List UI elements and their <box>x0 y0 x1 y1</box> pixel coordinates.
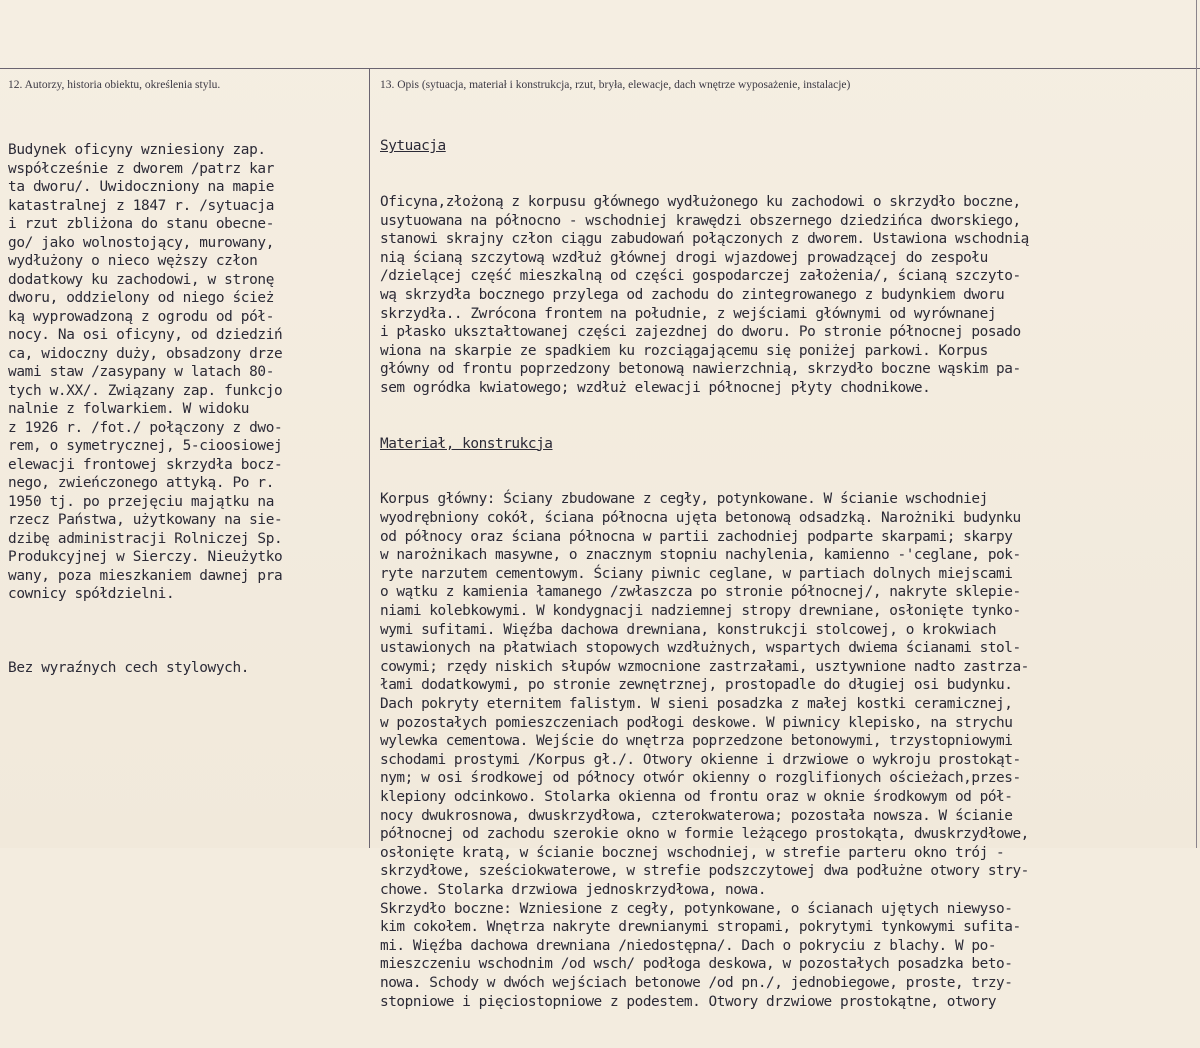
material-line: łami dodatkowymi, po stronie zewnętrznej, prostopadle do długiej osi budynku. <box>380 677 1013 694</box>
history-column <box>8 104 363 714</box>
material-line: niami kolebkowymi. W kondygnacji nadziemnej stropy drewniane, osłonięte tynko- <box>380 603 1021 620</box>
material-line: skrzydłowe, sześciokwaterowe, w strefie podszczytowej dwa podłużne otwory stry- <box>380 863 1029 880</box>
material-line: nowa. Schody w dwóch wejściach betonowe /od pn./, jednobiegowe, proste, trzy- <box>380 974 1013 991</box>
heading-situation: Sytuacja <box>380 138 446 155</box>
history-line: Produkcyjnej w Sierczy. Nieużytko <box>8 549 283 565</box>
history-line: dworu, oddzielony od niego ścież <box>8 290 275 306</box>
material-line: mieszczeniu wschodnim /od wsch/ podłoga deskowa, w pozostałych posadzka beto- <box>380 956 1013 973</box>
material-line: wymi sufitami. Więźba dachowa drewniana, konstrukcji stolcowej, o krokwiach <box>380 621 997 638</box>
material-line: w narożnikach masywne, o znacznym stopniu nachylenia, kamienno -'ceglane, pok- <box>380 547 1021 564</box>
history-line: ca, widoczny duży, obsadzony drze <box>8 345 283 362</box>
history-line: nego, zwieńczonego attyką. Po r. <box>8 475 275 491</box>
history-line: dodatkowy ku zachodowi, w stronę <box>8 271 275 288</box>
material-line: wyodrębniony cokół, ściana północna ujęta betonową odsadzką. Narożniki budynku <box>380 510 1021 527</box>
material-line: ustawionych na płatwiach stopowych wzdłużnych, wspartych dwiema ścianami stol- <box>380 640 1021 657</box>
material-line: chowe. Stolarka drzwiowa jednoskrzydłowa, nowa. <box>380 881 767 898</box>
right-edge-rule <box>1196 0 1197 848</box>
material-line: o wątku z kamienia łamanego /zwłaszcza po stronie północnej/, nakryte sklepie- <box>380 584 1021 601</box>
material-line: mi. Więźba dachowa drewniana /niedostępna/. Dach o pokryciu z blachy. W po- <box>380 937 997 954</box>
material-line: północnej od zachodu szerokie okno w formie leżącego prostokąta, dwuskrzydłowe, <box>380 826 1029 843</box>
material-line: Dach pokryty eternitem falistym. W sieni posadzka z małej kostki ceramicznej, <box>380 696 1013 712</box>
history-line: 1950 tj. po przejęciu majątku na <box>8 493 275 510</box>
section-12-header: 12. Autorzy, historia obiektu, określenia stylu. <box>8 79 221 91</box>
material-text <box>380 490 1195 1011</box>
history-line: cownicy spółdzielni. <box>8 586 175 602</box>
situation-line: /dzielącej część mieszkalną od części gospodarczej założenia/, ścianą szczyto- <box>380 268 1021 285</box>
style-note: Bez wyraźnych cech stylowych. <box>8 659 250 676</box>
material-line: stopniowe i pięciostopniowe z podestem. Otwory drzwiowe prostokątne, otwory <box>380 993 997 1010</box>
material-line: wylewka cementowa. Wejście do wnętrza poprzedzone betonowymi, trzystopniowymi <box>380 733 1013 750</box>
material-line: ryte narzutem cementowym. Ściany piwnic ceglane, w partiach dolnych miejscami <box>380 565 1013 582</box>
history-line: nalnie z folwarkiem. W widoku <box>8 401 250 417</box>
history-line: tych w.XX/. Związany zap. funkcjo <box>8 382 283 399</box>
heading-material: Materiał, konstrukcja <box>380 435 553 452</box>
column-divider <box>369 68 370 848</box>
history-line: Budynek oficyny wzniesiony zap. <box>8 142 266 158</box>
history-line: wany, poza mieszkaniem dawnej pra <box>8 567 283 584</box>
situation-line: główny od frontu poprzedzony betonową nawierzchnią, skrzydło boczne wąskim pa- <box>380 361 1021 378</box>
history-line: wydłużony o nieco węższy człon <box>8 253 258 269</box>
history-line: dzibę administracji Rolniczej Sp. <box>8 530 283 547</box>
material-line: nym; w osi środkowej od północy otwór okienny o rozglifionych ościeżach,przes- <box>380 770 1021 787</box>
material-line: klepiony odcinkowo. Stolarka okienna od frontu oraz w oknie środkowym od pół- <box>380 788 1013 805</box>
material-line: schodami prostymi /Korpus gł./. Otwory okienne i drzwiowe o wykroju prostokąt- <box>380 751 1021 768</box>
material-line: od północy oraz ściana północna w partii zachodniej podparte skarpami; skarpy <box>380 528 1013 545</box>
history-line: nocy. Na osi oficyny, od dziedziń <box>8 327 283 343</box>
situation-line: usytuowana na północno - wschodniej krawędzi obszernego dziedzińca dworskiego, <box>380 212 1021 229</box>
material-line: Skrzydło boczne: Wzniesione z cegły, potynkowane, o ścianach ujętych niewyso- <box>380 900 1013 917</box>
section-13-header: 13. Opis (sytuacja, materiał i konstrukcja, rzut, bryła, elewacje, dach wnętrze wyposażenie, instalacje) <box>380 79 851 91</box>
situation-line: Oficyna,złożoną z korpusu głównego wydłużonego ku zachodowi o skrzydło boczne, <box>380 193 1021 210</box>
situation-line: wą skrzydła bocznego przylega od zachodu do zintegrowanego z budynkiem dworu <box>380 286 1005 303</box>
material-line: nocy dwukrosnowa, dwuskrzydłowa, czterokwaterowa; pozostała nowsza. W ścianie <box>380 807 1013 824</box>
history-line: go/ jako wolnostojący, murowany, <box>8 234 275 251</box>
situation-line: nią ścianą szczytową wzdłuż głównej drogi wjazdowej prowadzącej do zespołu <box>380 249 988 266</box>
material-line: w pozostałych pomieszczeniach podłogi deskowe. W piwnicy klepisko, na strychu <box>380 714 1013 731</box>
history-line: ta dworu/. Uwidoczniony na mapie <box>8 179 275 195</box>
history-line: rem, o symetrycznej, 5-cioosiowej <box>8 438 283 454</box>
history-line: ką wyprowadzoną z ogrodu od pół- <box>8 308 275 325</box>
history-line: i rzut zbliżona do stanu obecne- <box>8 216 275 232</box>
material-line: cowymi; rzędy niskich słupów wzmocnione zastrzałami, usztywnione nadto zastrza- <box>380 658 1029 675</box>
material-line: Korpus główny: Ściany zbudowane z cegły, potynkowane. W ścianie wschodniej <box>380 491 988 508</box>
situation-line: stanowi skrajny człon ciągu zabudowań połączonych z dworem. Ustawiona wschodnią <box>380 231 1029 248</box>
history-line: z 1926 r. /fot./ połączony z dwo- <box>8 419 283 436</box>
history-line: katastralnej z 1847 r. /sytuacja <box>8 197 275 214</box>
material-line: osłonięte kratą, w ścianie bocznej wschodniej, w strefie parteru okno trój - <box>380 844 1005 861</box>
history-line: elewacji frontowej skrzydła bocz- <box>8 456 283 473</box>
top-rule <box>0 68 1200 69</box>
situation-line: sem ogródka kwiatowego; wzdłuż elewacji północnej płyty chodnikowe. <box>380 379 931 396</box>
history-line: rzecz Państwa, użytkowany na sie- <box>8 512 283 528</box>
situation-line: wiona na skarpie ze spadkiem ku rozciągającemu się poniżej parkowi. Korpus <box>380 342 988 359</box>
material-line: kim cokołem. Wnętrza nakryte drewnianymi stropami, pokrytymi tynkowymi sufita- <box>380 919 1021 936</box>
situation-line: i płasko ukształtowanej części zajezdnej do dworu. Po stronie północnej posado <box>380 324 1021 341</box>
situation-text <box>380 193 1195 398</box>
history-line: współcześnie z dworem /patrz kar <box>8 160 275 177</box>
history-text <box>8 141 363 604</box>
description-column <box>380 100 1195 1048</box>
history-line: wami staw /zasypany w latach 80- <box>8 364 275 380</box>
situation-line: skrzydła.. Zwrócona frontem na południe, z wejściami głównymi od wyrównanej <box>380 305 997 322</box>
